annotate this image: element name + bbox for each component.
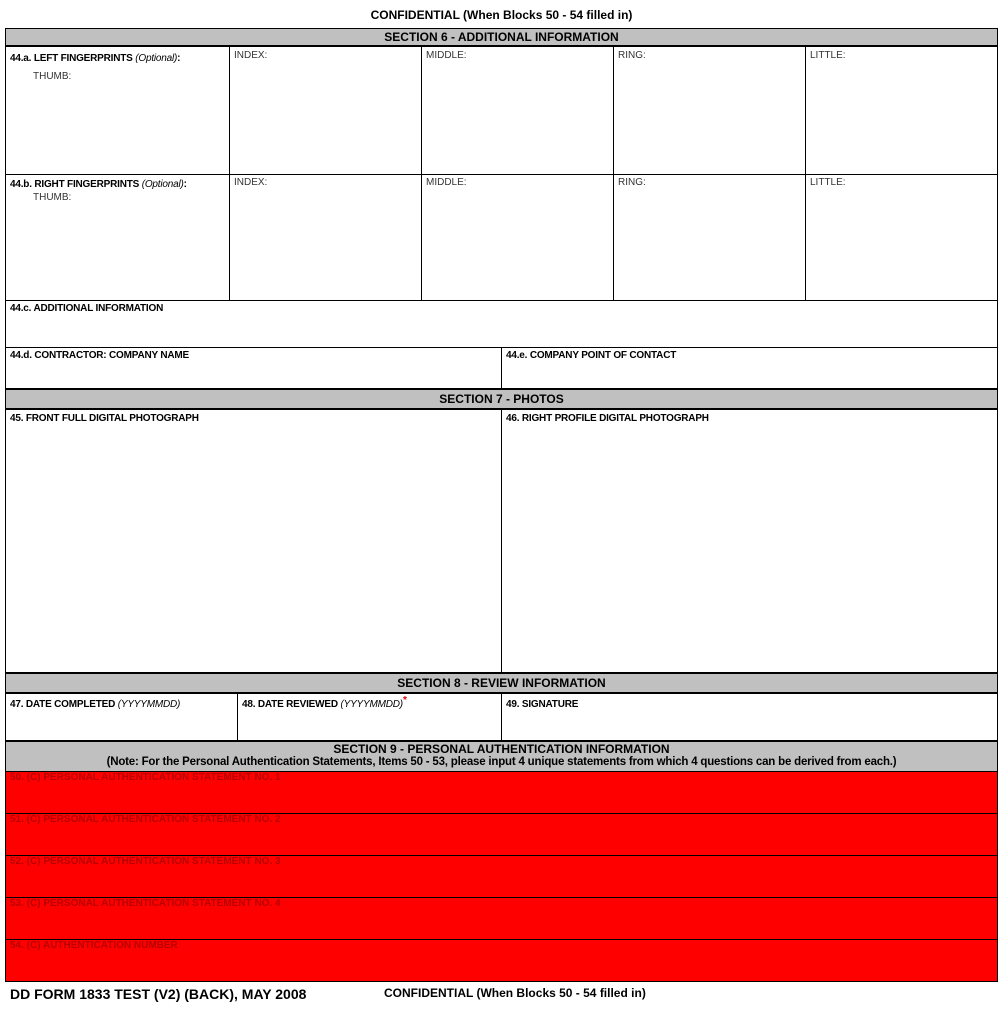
- section-7-header: SECTION 7 - PHOTOS: [5, 389, 998, 409]
- additional-information-label: 44.c. ADDITIONAL INFORMATION: [10, 303, 164, 314]
- right-fingerprints-label: 44.b. RIGHT FINGERPRINTS (Optional):: [10, 179, 187, 190]
- left-fingerprints-label: 44.a. LEFT FINGERPRINTS (Optional):: [10, 53, 181, 64]
- left-middle-field[interactable]: [421, 46, 614, 175]
- right-index-field[interactable]: [229, 174, 422, 301]
- section-8-header: SECTION 8 - REVIEW INFORMATION: [5, 673, 998, 693]
- left-thumb-label: THUMB:: [33, 71, 72, 82]
- confidential-marking-top: CONFIDENTIAL (When Blocks 50 - 54 filled in): [370, 8, 633, 22]
- right-index-label: INDEX:: [234, 177, 268, 188]
- left-middle-label: MIDDLE:: [426, 50, 467, 61]
- front-photo-label: 45. FRONT FULL DIGITAL PHOTOGRAPH: [10, 413, 199, 424]
- right-profile-photo-field[interactable]: [501, 409, 998, 673]
- authentication-statement-2-field[interactable]: [5, 813, 998, 856]
- confidential-marking-bottom: CONFIDENTIAL (When Blocks 50 - 54 filled in): [384, 986, 646, 1000]
- required-asterisk: *: [402, 695, 407, 706]
- right-ring-field[interactable]: [613, 174, 806, 301]
- left-ring-field[interactable]: [613, 46, 806, 175]
- authentication-statement-3-field[interactable]: [5, 855, 998, 898]
- authentication-number-field[interactable]: [5, 939, 998, 982]
- right-little-label: LITTLE:: [810, 177, 846, 188]
- right-thumb-label: THUMB:: [33, 192, 72, 203]
- section-9-note: (Note: For the Personal Authentication Statements, Items 50 - 53, please input 4 unique statements from which 4 questions can be derived from each.): [106, 756, 897, 768]
- left-little-label: LITTLE:: [810, 50, 846, 61]
- section-6-header: SECTION 6 - ADDITIONAL INFORMATION: [5, 28, 998, 46]
- left-ring-label: RING:: [618, 50, 646, 61]
- authentication-statement-4-label: 53. (C) PERSONAL AUTHENTICATION STATEMENT NO. 4: [10, 898, 281, 909]
- right-thumb-field[interactable]: [5, 174, 230, 301]
- date-completed-field[interactable]: [5, 693, 238, 741]
- company-name-label: 44.d. CONTRACTOR: COMPANY NAME: [10, 350, 190, 361]
- left-thumb-field[interactable]: [5, 46, 230, 175]
- left-index-label: INDEX:: [234, 50, 268, 61]
- date-completed-label: 47. DATE COMPLETED (YYYYMMDD): [10, 699, 181, 710]
- date-reviewed-field[interactable]: [237, 693, 502, 741]
- section-9-header: [5, 741, 998, 772]
- company-point-of-contact-field[interactable]: [501, 347, 998, 389]
- section-9-title: SECTION 9 - PERSONAL AUTHENTICATION INFORMATION: [333, 742, 670, 756]
- date-reviewed-label: 48. DATE REVIEWED (YYYYMMDD)*: [242, 695, 407, 710]
- signature-label: 49. SIGNATURE: [506, 699, 579, 710]
- authentication-number-label: 54. (C) AUTHENTICATION NUMBER: [10, 940, 178, 951]
- right-middle-label: MIDDLE:: [426, 177, 467, 188]
- left-little-field[interactable]: [805, 46, 998, 175]
- left-index-field[interactable]: [229, 46, 422, 175]
- company-name-field[interactable]: [5, 347, 502, 389]
- company-point-of-contact-label: 44.e. COMPANY POINT OF CONTACT: [506, 350, 677, 361]
- right-middle-field[interactable]: [421, 174, 614, 301]
- form-identifier: DD FORM 1833 TEST (V2) (BACK), MAY 2008: [10, 986, 307, 1002]
- additional-information-field[interactable]: [5, 300, 998, 348]
- right-profile-photo-label: 46. RIGHT PROFILE DIGITAL PHOTOGRAPH: [506, 413, 709, 424]
- authentication-statement-2-label: 51. (C) PERSONAL AUTHENTICATION STATEMENT NO. 2: [10, 814, 281, 825]
- authentication-statement-1-field[interactable]: [5, 771, 998, 814]
- authentication-statement-4-field[interactable]: [5, 897, 998, 940]
- right-ring-label: RING:: [618, 177, 646, 188]
- signature-field[interactable]: [501, 693, 998, 741]
- authentication-statement-1-label: 50. (C) PERSONAL AUTHENTICATION STATEMENT NO. 1: [10, 772, 281, 783]
- right-little-field[interactable]: [805, 174, 998, 301]
- authentication-statement-3-label: 52. (C) PERSONAL AUTHENTICATION STATEMENT NO. 3: [10, 856, 281, 867]
- front-photo-field[interactable]: [5, 409, 502, 673]
